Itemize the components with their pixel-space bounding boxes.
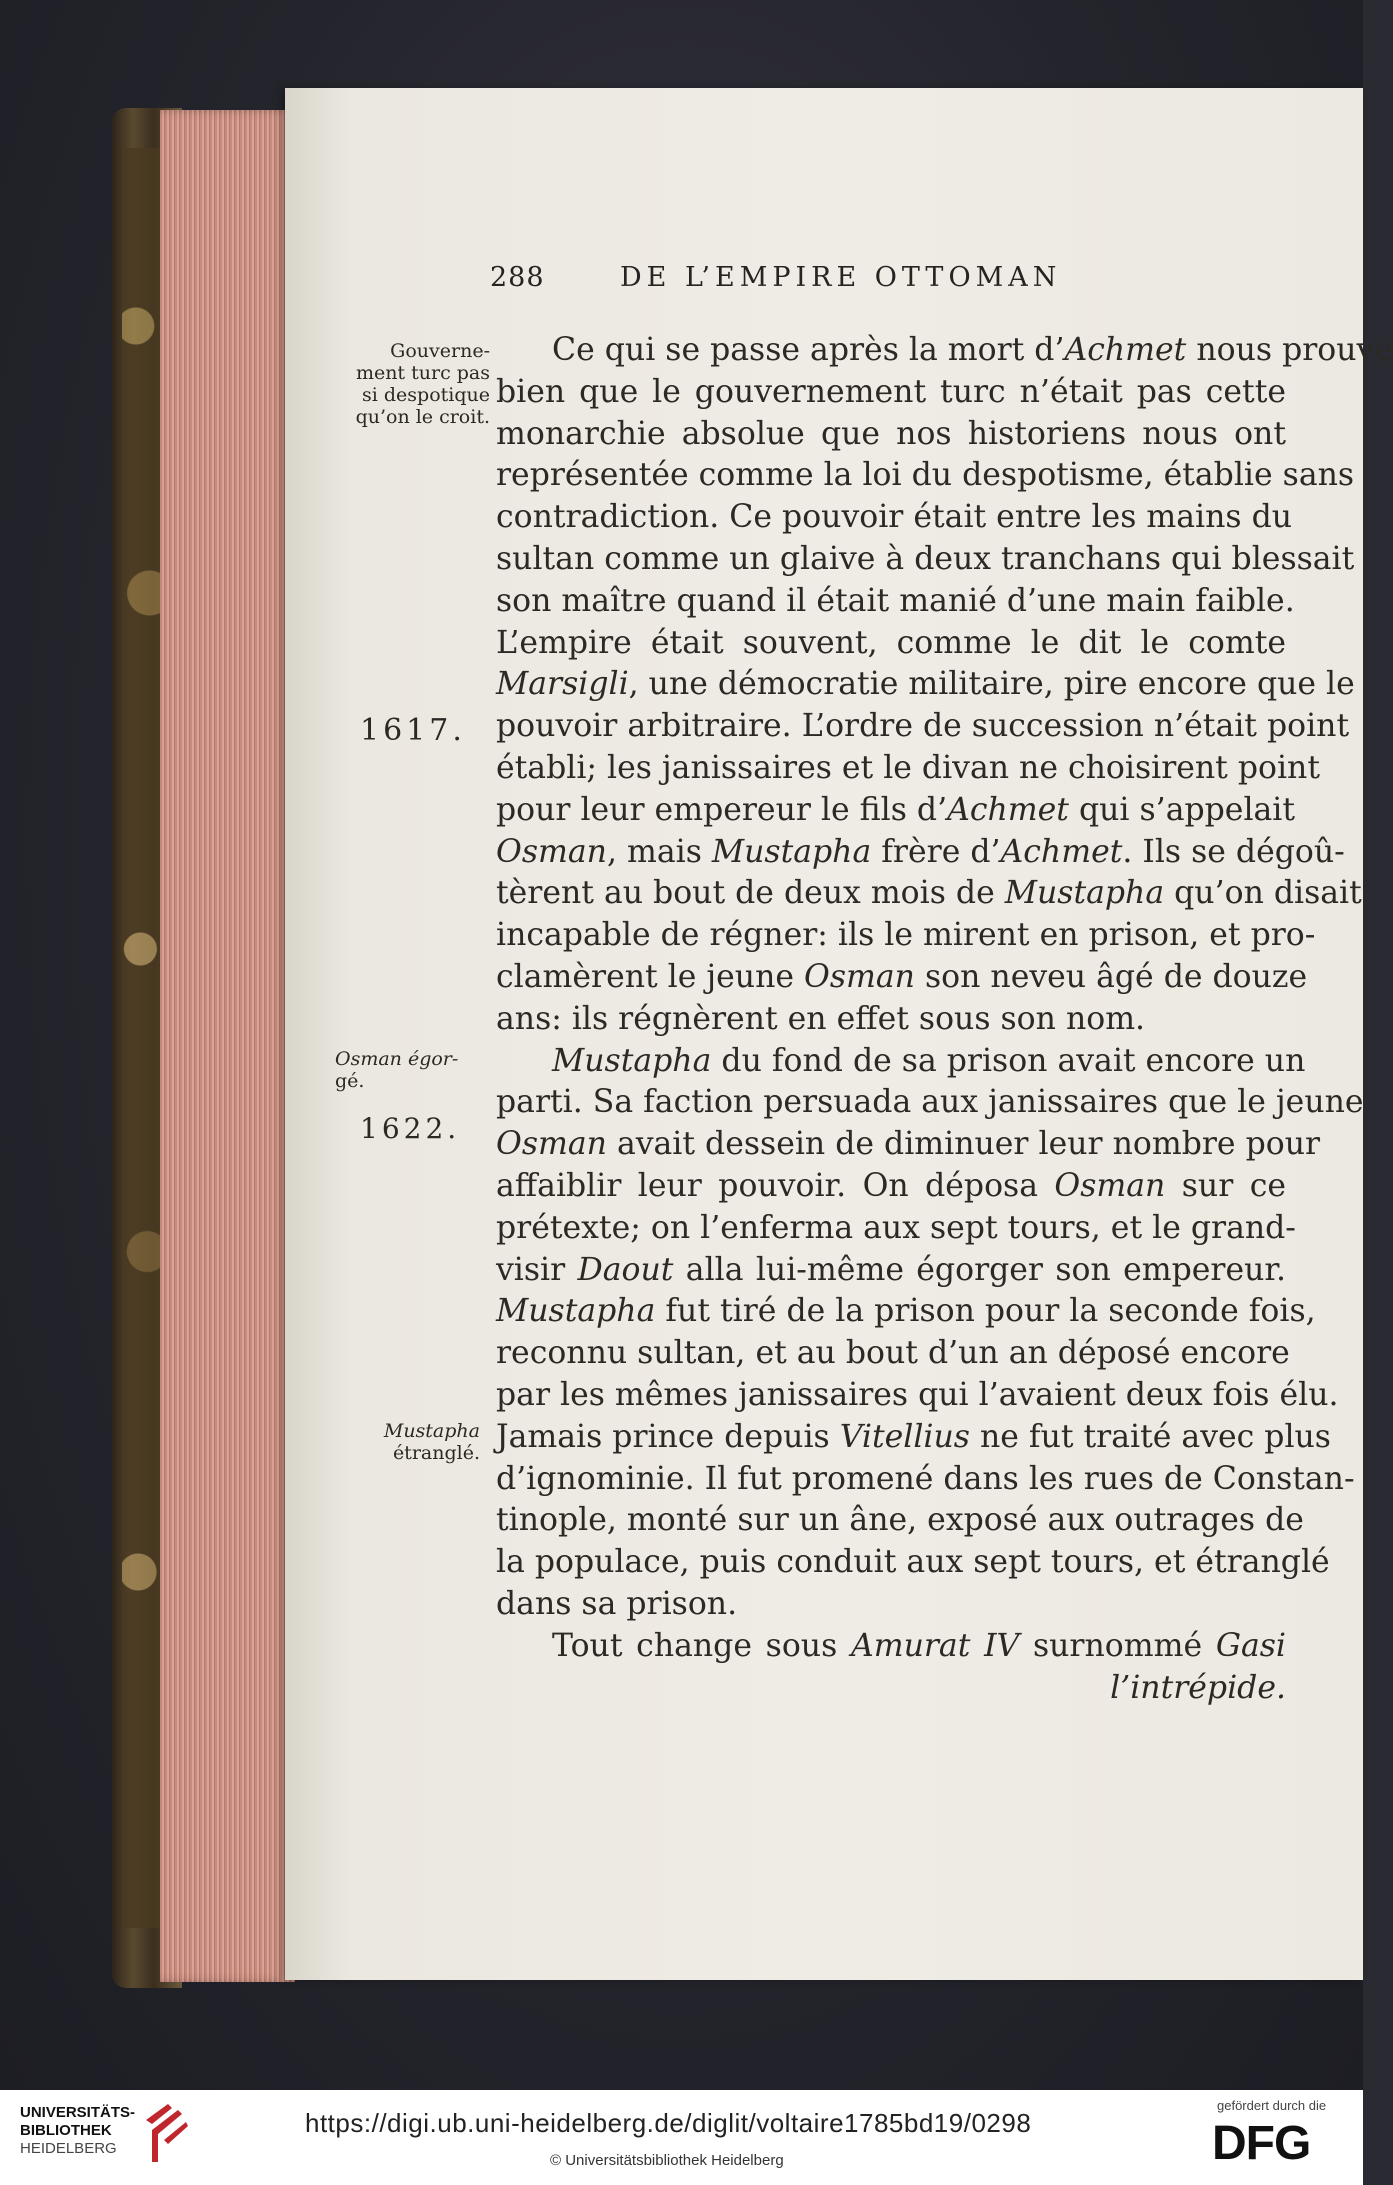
text-line: visir Daout alla lui-même égorger son empereur. bbox=[496, 1251, 1286, 1288]
text-line: ans: ils régnèrent en effet sous son nom. bbox=[496, 1000, 1146, 1037]
margin-line: qu’on le croit. bbox=[355, 406, 490, 428]
body-text bbox=[496, 330, 1393, 1709]
margin-line: ment turc pas bbox=[355, 362, 490, 384]
text-line: dans sa prison. bbox=[496, 1585, 738, 1622]
text-line: pour leur empereur le fils d’Achmet qui s’appelait bbox=[496, 791, 1296, 828]
text-line: la populace, puis conduit aux sept tours, et étranglé bbox=[496, 1544, 1330, 1581]
text-line: prétexte; on l’enferma aux sept tours, et le grand- bbox=[496, 1209, 1296, 1246]
library-logo-text bbox=[20, 2104, 135, 2158]
text-line: Ce qui se passe après la mort d’Achmet nous prouve bbox=[552, 332, 1393, 368]
text-line: Osman avait dessein de diminuer leur nombre pour bbox=[496, 1126, 1321, 1163]
text-line: Marsigli, une démocratie militaire, pire encore que le bbox=[496, 666, 1355, 703]
margin-note-osman bbox=[335, 1048, 490, 1092]
text-line: sultan comme un glaive à deux tranchans qui blessait bbox=[496, 540, 1355, 577]
text-line: Mustapha du fond de sa prison avait encore un bbox=[552, 1042, 1306, 1079]
text-line: affaiblir leur pouvoir. On déposa Osman sur ce bbox=[496, 1167, 1286, 1204]
text-line: clamèrent le jeune Osman son neveu âgé de douze bbox=[496, 958, 1308, 995]
text-line: tinople, monté sur un âne, exposé aux outrages de bbox=[496, 1502, 1304, 1539]
margin-line: Osman égor- bbox=[335, 1048, 459, 1070]
library-line: BIBLIOTHEK bbox=[20, 2122, 112, 2139]
text-line: établi; les janissaires et le divan ne choisirent point bbox=[496, 749, 1320, 786]
text-line: Osman, mais Mustapha frère d’Achmet. Ils se dégoû- bbox=[496, 833, 1345, 870]
text-line: représentée comme la loi du despotisme, établie sans bbox=[496, 457, 1355, 494]
margin-year-1622: 1622. bbox=[360, 1112, 461, 1145]
text-line: contradiction. Ce pouvoir était entre les mains du bbox=[496, 499, 1293, 536]
text-line: reconnu sultan, et au bout d’un an déposé encore bbox=[496, 1335, 1290, 1372]
text-line: monarchie absolue que nos historiens nous ont bbox=[496, 415, 1286, 452]
page-number: 288 bbox=[490, 262, 545, 293]
text-line: incapable de régner: ils le mirent en prison, et pro- bbox=[496, 917, 1316, 954]
paragraph-1 bbox=[496, 330, 1393, 1041]
text-line: son maître quand il était manié d’une main faible. bbox=[496, 582, 1295, 619]
copyright-text: © Universitätsbibliothek Heidelberg bbox=[550, 2152, 784, 2169]
text-line: L’empire était souvent, comme le dit le comte bbox=[496, 624, 1286, 661]
margin-line: étranglé. bbox=[392, 1442, 480, 1464]
funding-caption: gefördert durch die bbox=[1217, 2098, 1327, 2113]
text-line: d’ignominie. Il fut promené dans les rues de Constan- bbox=[496, 1460, 1355, 1497]
margin-line: Gouverne- bbox=[390, 340, 490, 362]
page-edges bbox=[160, 110, 295, 1982]
library-line: UNIVERSITÄTS- bbox=[20, 2104, 136, 2121]
text-line: Jamais prince depuis Vitellius ne fut traité avec plus bbox=[496, 1418, 1331, 1455]
text-line: Tout change sous Amurat IV surnommé Gasi bbox=[552, 1627, 1286, 1664]
running-title: DE L’EMPIRE OTTOMAN bbox=[620, 262, 1062, 293]
library-line: HEIDELBERG bbox=[20, 2140, 117, 2157]
margin-line: si despotique bbox=[362, 384, 490, 406]
footer-bar bbox=[0, 2090, 1363, 2185]
text-line: l’intrépide. bbox=[1110, 1669, 1286, 1706]
library-logo-icon bbox=[138, 2100, 190, 2166]
text-line: tèrent au bout de deux mois de Mustapha qu’on disait bbox=[496, 875, 1362, 912]
text-line: parti. Sa faction persuada aux janissaires que le jeune bbox=[496, 1084, 1364, 1121]
text-line: bien que le gouvernement turc n’était pas cette bbox=[496, 373, 1286, 410]
running-head bbox=[490, 262, 1150, 302]
paragraph-2 bbox=[496, 1041, 1364, 1626]
paragraph-3 bbox=[496, 1626, 1286, 1710]
source-url-link[interactable]: https://digi.ub.uni-heidelberg.de/diglit/voltaire1785bd19/0298 bbox=[305, 2108, 1032, 2138]
text-line: pouvoir arbitraire. L’ordre de succession n’était point bbox=[496, 708, 1350, 745]
margin-year-1617: 1617. bbox=[360, 713, 466, 748]
text-line: par les mêmes janissaires qui l’avaient deux fois élu. bbox=[496, 1376, 1339, 1413]
text-line: Mustapha fut tiré de la prison pour la seconde fois, bbox=[496, 1293, 1316, 1330]
dfg-logo[interactable]: DFG bbox=[1212, 2117, 1311, 2170]
margin-note-mustapha bbox=[340, 1420, 480, 1464]
margin-note-government bbox=[330, 340, 490, 428]
margin-line: gé. bbox=[335, 1070, 365, 1092]
margin-line: Mustapha bbox=[383, 1420, 480, 1442]
